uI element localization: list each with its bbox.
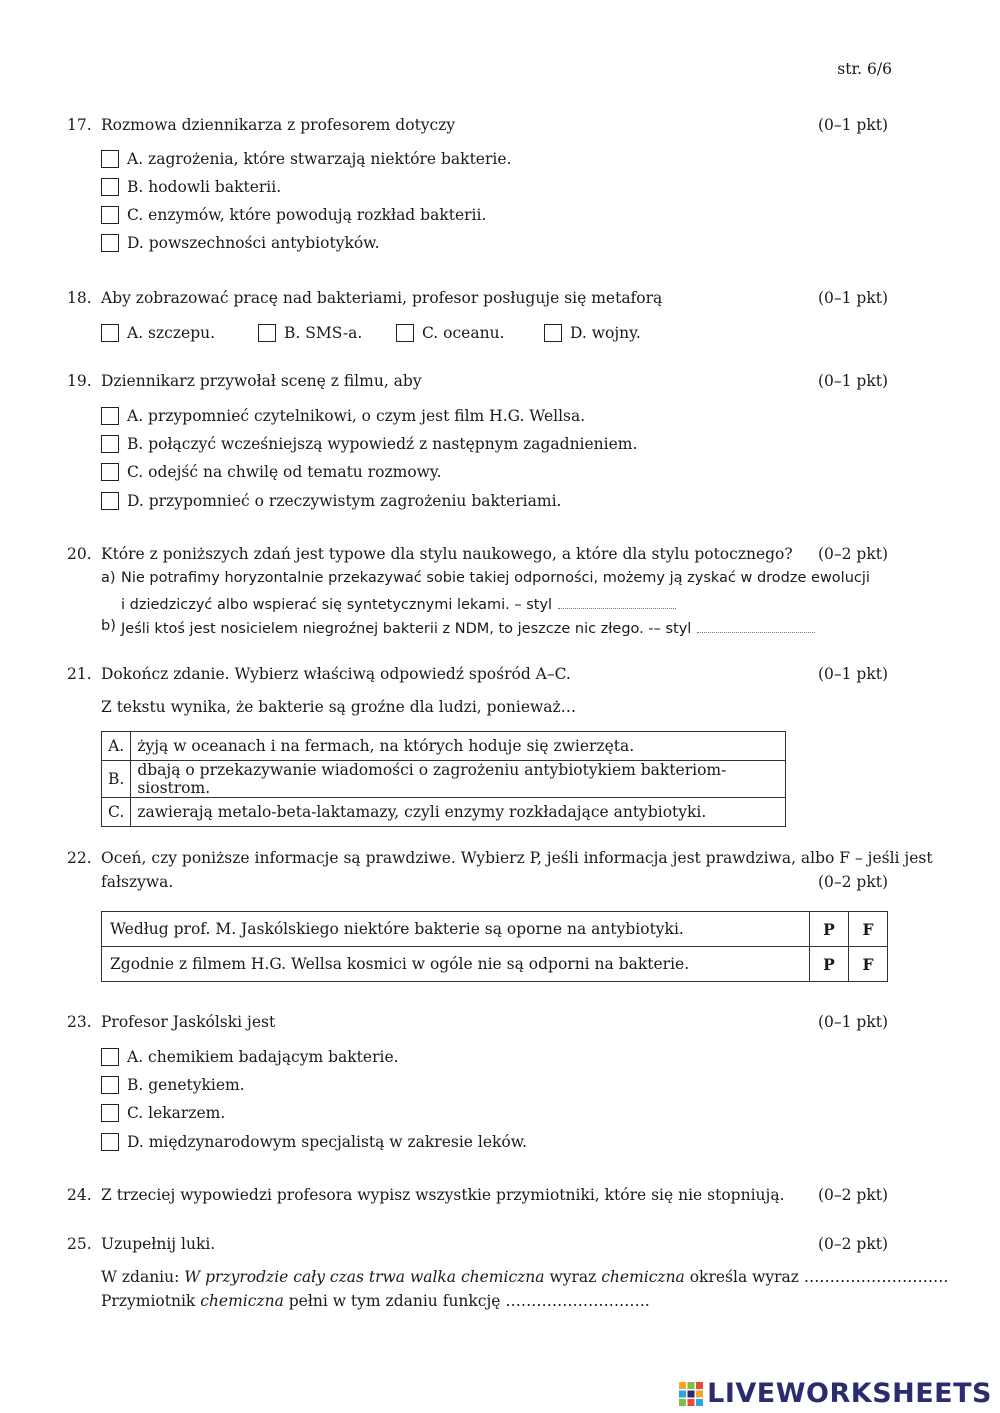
row-letter: C. (102, 798, 131, 827)
option-label: A. chemikiem badającym bakterie. (127, 1048, 399, 1066)
option-label: B. połączyć wcześniejszą wypowiedź z następnym zagadnieniem. (127, 435, 638, 453)
q22-true-false-table (101, 911, 888, 982)
q20-b-line-wrap (121, 618, 815, 637)
q25-line1 (101, 1268, 948, 1286)
question-25-points: (0–2 pkt) (817, 1235, 888, 1253)
option-label: B. SMS-a. (284, 324, 363, 342)
q20-a-line2-wrap (121, 594, 676, 613)
question-17-text: Rozmowa dziennikarza z profesorem dotyczy (101, 116, 456, 134)
question-20-points: (0–2 pkt) (817, 545, 888, 563)
row-letter: B. (102, 761, 131, 798)
q21-row-b[interactable] (102, 761, 786, 798)
question-20-text: Które z poniższych zdań jest typowe dla stylu naukowego, a które dla stylu potocznego? (101, 545, 793, 563)
question-19-points: (0–1 pkt) (817, 372, 888, 390)
q20-b-answer-blank[interactable] (697, 618, 815, 633)
question-25-number: 25. (67, 1235, 92, 1253)
q17-option-a[interactable] (101, 147, 511, 169)
q20-b-label: b) (101, 618, 116, 634)
q18-option-c[interactable] (396, 321, 504, 343)
q18-option-d[interactable] (544, 321, 641, 343)
q23-option-b[interactable] (101, 1073, 245, 1095)
brand-text: LIVEWORKSHEETS (707, 1378, 992, 1409)
q19-option-b[interactable] (101, 432, 637, 454)
question-19-number: 19. (67, 372, 92, 390)
quoted-sentence: W przyrodzie cały czas trwa walka chemiczna (184, 1268, 545, 1286)
checkbox[interactable] (101, 234, 119, 252)
q17-option-b[interactable] (101, 175, 281, 197)
question-18-text: Aby zobrazować pracę nad bakteriami, profesor posługuje się metaforą (101, 289, 663, 307)
true-option[interactable]: P (810, 947, 849, 982)
row-text: żyją w oceanach i na fermach, na których hoduje się zwierzęta. (131, 732, 786, 761)
checkbox[interactable] (101, 1104, 119, 1122)
question-21-text: Dokończ zdanie. Wybierz właściwą odpowiedź spośród A–C. (101, 665, 571, 683)
checkbox[interactable] (544, 324, 562, 342)
quoted-word: chemiczna (601, 1268, 685, 1286)
question-22-text-line1: Oceń, czy poniższe informacje są prawdziwe. Wybierz P, jeśli informacja jest prawdziwa, albo F – jeśli jest (101, 849, 933, 867)
statement: Według prof. M. Jaskólskiego niektóre bakterie są oporne na antybiotyki. (102, 912, 810, 947)
question-23-text: Profesor Jaskólski jest (101, 1013, 276, 1031)
option-label: A. zagrożenia, które stwarzają niektóre bakterie. (127, 150, 512, 168)
option-label: D. przypomnieć o rzeczywistym zagrożeniu bakteriami. (127, 492, 562, 510)
option-label: A. szczepu. (127, 324, 216, 342)
text: W zdaniu: (101, 1268, 185, 1286)
question-22-text-line2: fałszywa. (101, 873, 174, 891)
q20-a-line2: i dziedziczyć albo wspierać się syntetycznymi lekami. – styl (121, 597, 553, 613)
true-option[interactable]: P (810, 912, 849, 947)
q17-option-d[interactable] (101, 231, 380, 253)
liveworksheets-logo (679, 1378, 992, 1409)
checkbox[interactable] (101, 463, 119, 481)
row-text: dbają o przekazywanie wiadomości o zagrożeniu antybiotykiem bakteriom-siostrom. (131, 761, 786, 798)
q21-row-c[interactable] (102, 798, 786, 827)
question-23-number: 23. (67, 1013, 92, 1031)
checkbox[interactable] (101, 206, 119, 224)
text: wyraz (544, 1268, 602, 1286)
checkbox[interactable] (101, 407, 119, 425)
quoted-word: chemiczna (200, 1292, 284, 1310)
checkbox[interactable] (101, 150, 119, 168)
question-25-text: Uzupełnij luki. (101, 1235, 216, 1253)
option-label: C. oceanu. (422, 324, 505, 342)
option-label: C. odejść na chwilę od tematu rozmowy. (127, 463, 442, 481)
liveworksheets-logo-icon (679, 1382, 703, 1406)
option-label: B. hodowli bakterii. (127, 178, 282, 196)
question-20-number: 20. (67, 545, 92, 563)
checkbox[interactable] (101, 324, 119, 342)
text: Przymiotnik (101, 1292, 201, 1310)
option-label: C. enzymów, które powodują rozkład bakterii. (127, 206, 487, 224)
row-text: zawierają metalo-beta-laktamazy, czyli enzymy rozkładające antybiotyki. (131, 798, 786, 827)
checkbox[interactable] (101, 1133, 119, 1151)
q19-option-d[interactable] (101, 489, 561, 511)
question-19-text: Dziennikarz przywołał scenę z filmu, aby (101, 372, 422, 390)
q20-a-label: a) (101, 570, 116, 586)
page-number: str. 6/6 (837, 60, 892, 78)
question-24-text: Z trzeciej wypowiedzi profesora wypisz wszystkie przymiotniki, które się nie stopniują. (101, 1186, 785, 1204)
statement: Zgodnie z filmem H.G. Wellsa kosmici w ogóle nie są odporni na bakterie. (102, 947, 810, 982)
q22-row (102, 947, 888, 982)
question-17-points: (0–1 pkt) (817, 116, 888, 134)
checkbox[interactable] (101, 178, 119, 196)
q17-option-c[interactable] (101, 203, 486, 225)
question-22-number: 22. (67, 849, 92, 867)
option-label: D. międzynarodowym specjalistą w zakresie leków. (127, 1133, 528, 1151)
option-label: B. genetykiem. (127, 1076, 245, 1094)
question-17-number: 17. (67, 116, 92, 134)
q23-option-c[interactable] (101, 1101, 225, 1123)
text-with-blank[interactable]: określa wyraz ………………………. (684, 1268, 949, 1286)
q18-option-b[interactable] (258, 321, 362, 343)
checkbox[interactable] (396, 324, 414, 342)
checkbox[interactable] (101, 492, 119, 510)
checkbox[interactable] (101, 1076, 119, 1094)
option-label: D. wojny. (570, 324, 641, 342)
option-label: A. przypomnieć czytelnikowi, o czym jest film H.G. Wellsa. (127, 407, 586, 425)
q23-option-a[interactable] (101, 1045, 399, 1067)
checkbox[interactable] (101, 435, 119, 453)
row-letter: A. (102, 732, 131, 761)
false-option[interactable]: F (849, 912, 888, 947)
q20-a-answer-blank[interactable] (558, 594, 676, 609)
question-24-number: 24. (67, 1186, 92, 1204)
q19-option-a[interactable] (101, 404, 585, 426)
checkbox[interactable] (258, 324, 276, 342)
q19-option-c[interactable] (101, 460, 442, 482)
option-label: D. powszechności antybiotyków. (127, 234, 380, 252)
question-23-points: (0–1 pkt) (817, 1013, 888, 1031)
false-option[interactable]: F (849, 947, 888, 982)
q23-option-d[interactable] (101, 1130, 527, 1152)
question-21-prompt: Z tekstu wynika, że bakterie są groźne dla ludzi, ponieważ… (101, 698, 577, 716)
question-18-points: (0–1 pkt) (817, 289, 888, 307)
option-label: C. lekarzem. (127, 1104, 226, 1122)
q20-b-line: Jeśli ktoś jest nosicielem niegroźnej bakterii z NDM, to jeszcze nic złego. -– styl (121, 621, 692, 637)
question-24-points: (0–2 pkt) (817, 1186, 888, 1204)
q20-a-line1: Nie potrafimy horyzontalnie przekazywać sobie takiej odporności, możemy ją zyskać w drodze ewolucji (121, 570, 870, 586)
question-18-number: 18. (67, 289, 92, 307)
question-21-number: 21. (67, 665, 92, 683)
q18-option-a[interactable] (101, 321, 215, 343)
q25-line2 (101, 1292, 650, 1310)
text-with-blank[interactable]: pełni w tym zdaniu funkcję ………………………. (283, 1292, 650, 1310)
q22-row (102, 912, 888, 947)
q21-row-a[interactable] (102, 732, 786, 761)
q21-answer-table (101, 731, 786, 827)
question-21-points: (0–1 pkt) (817, 665, 888, 683)
question-22-points: (0–2 pkt) (817, 873, 888, 891)
checkbox[interactable] (101, 1048, 119, 1066)
